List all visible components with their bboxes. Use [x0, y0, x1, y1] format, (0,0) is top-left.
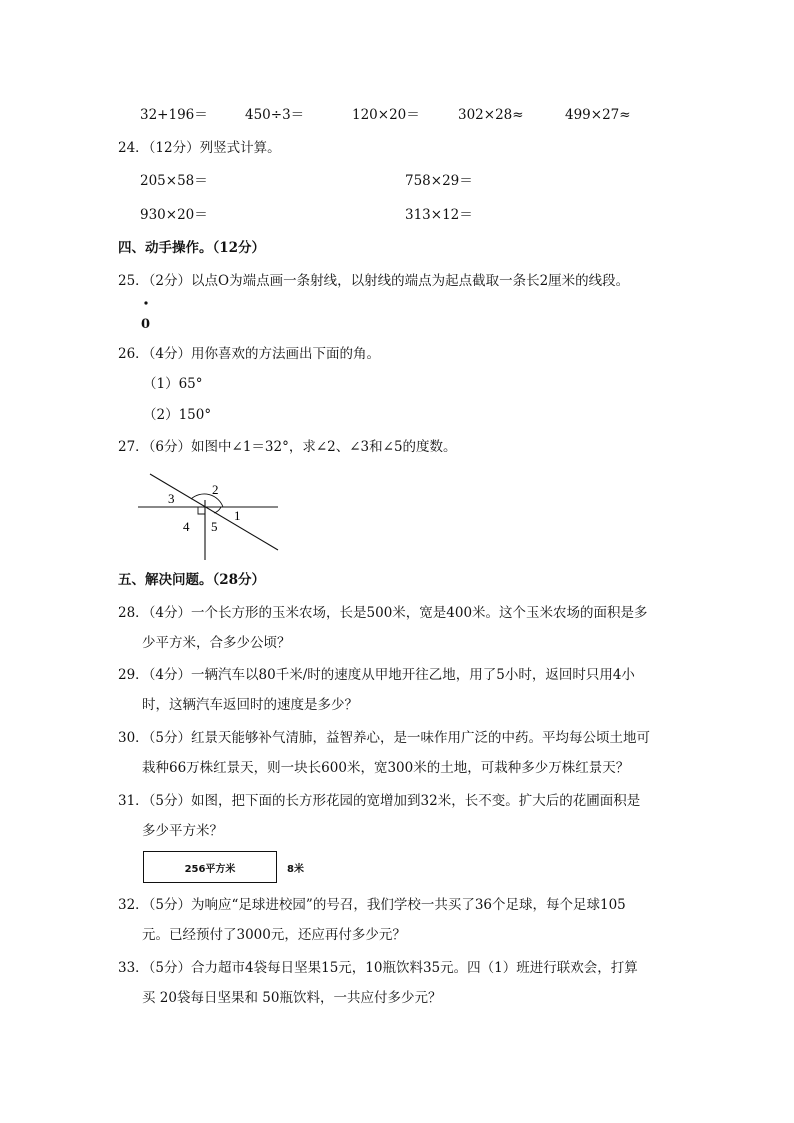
calc-item: 930×20＝	[140, 207, 208, 223]
angle-item: （1）65°	[143, 376, 203, 392]
angle-label-4: 4	[183, 519, 190, 534]
garden-width-label: 8米	[287, 864, 304, 875]
question-28-line: 少平方米，合多少公顷？	[142, 635, 291, 651]
question-26: 26．（4分）用你喜欢的方法画出下面的角。	[118, 346, 381, 362]
question-28-line: 28．（4分）一个长方形的玉米农场，长是500米，宽是400米。这个玉米农场的面积是多	[118, 605, 648, 621]
question-30-line: 30．（5分）红景天能够补气清肺，益智养心，是一味作用广泛的中药。平均每公顷土地可	[118, 730, 651, 746]
point-o-label: 0	[141, 317, 151, 332]
question-33-line: 买 20袋每日坚果和 50瓶饮料，一共应付多少元？	[142, 990, 442, 1006]
question-29-line: 时，这辆汽车返回时的速度是多少？	[142, 697, 358, 713]
section-heading: 五、解决问题。（28分）	[118, 572, 266, 588]
angle-label-2: 2	[212, 482, 219, 497]
calc-item: 32+196＝	[140, 107, 208, 123]
question-27: 27．（6分）如图中∠1＝32°，求∠2、∠3和∠5的度数。	[118, 439, 457, 455]
question-32-line: 元。已经预付了3000元，还应再付多少元？	[142, 927, 406, 943]
section-heading: 四、动手操作。（12分）	[118, 240, 266, 256]
angle-label-5: 5	[211, 519, 218, 534]
calc-item: 450÷3＝	[245, 107, 305, 123]
angle-diagram	[130, 470, 290, 562]
question-24: 24．（12分）列竖式计算。	[118, 140, 281, 156]
angle-label-1: 1	[234, 508, 241, 523]
question-30-line: 栽种66万株红景天，则一块长600米，宽300米的土地，可栽种多少万株红景天？	[142, 760, 630, 776]
garden-area-label: 256平方米	[184, 863, 236, 875]
angle-item: （2）150°	[143, 407, 212, 423]
question-33-line: 33．（5分）合力超市4袋每日坚果15元，10瓶饮料35元。四（1）班进行联欢会，打算	[118, 960, 638, 976]
question-29-line: 29．（4分）一辆汽车以80千米/时的速度从甲地开往乙地，用了5小时，返回时只用4小	[118, 667, 635, 683]
garden-rectangle	[143, 851, 277, 883]
calc-item: 302×28≈	[458, 107, 524, 123]
calc-item: 499×27≈	[565, 107, 631, 123]
question-32-line: 32．（5分）为响应“足球进校园”的号召，我们学校一共买了36个足球，每个足球105	[118, 897, 626, 913]
question-31-line: 多少平方米？	[142, 823, 223, 839]
question-31-line: 31．（5分）如图，把下面的长方形花园的宽增加到32米，长不变。扩大后的花圃面积是	[118, 793, 641, 809]
point-o-dot	[140, 298, 154, 308]
question-25: 25．（2分）以点O为端点画一条射线，以射线的端点为起点截取一条长2厘米的线段。	[118, 273, 630, 289]
calc-item: 205×58＝	[140, 173, 208, 189]
calc-item: 758×29＝	[405, 173, 473, 189]
angle-label-3: 3	[168, 491, 175, 506]
calc-item: 120×20＝	[352, 107, 420, 123]
calc-item: 313×12＝	[405, 207, 473, 223]
